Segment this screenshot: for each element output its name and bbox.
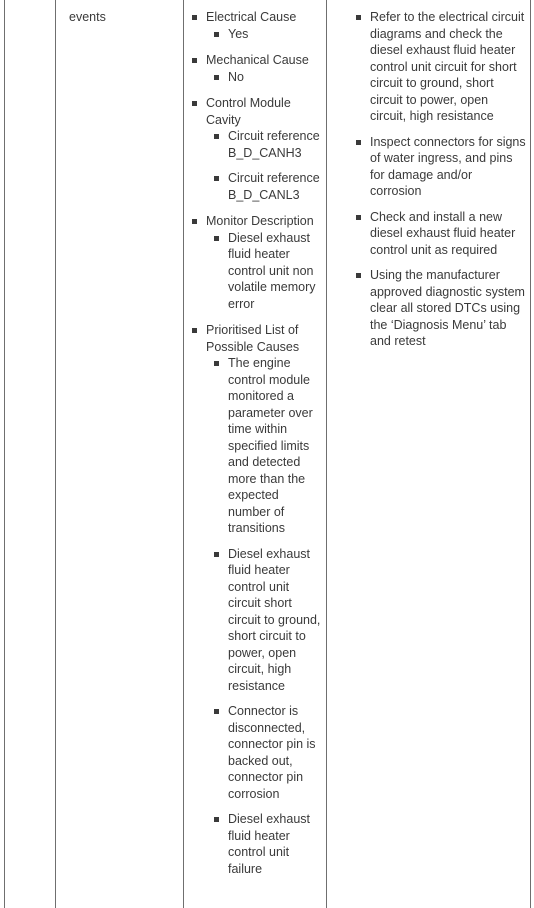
table-border-right	[530, 0, 531, 908]
bullet-icon	[356, 15, 361, 20]
bullet-icon	[192, 328, 197, 333]
action-list	[370, 9, 526, 359]
table-border-col1	[55, 0, 56, 908]
cause-label: Electrical Cause	[206, 10, 297, 24]
cause-label: Mechanical Cause	[206, 53, 309, 67]
cause-subitem	[228, 230, 322, 313]
cause-subitem	[228, 69, 322, 86]
cause-subitem	[228, 703, 322, 802]
cause-subitem	[228, 355, 322, 537]
bullet-icon	[356, 140, 361, 145]
action-item	[370, 267, 526, 350]
cause-subitem-text: Circuit reference B_D_CANL3	[228, 171, 320, 202]
bullet-icon	[192, 58, 197, 63]
bullet-icon	[214, 817, 219, 822]
table-border-col3	[326, 0, 327, 908]
cause-sublist	[228, 128, 322, 203]
cause-sublist	[228, 69, 322, 86]
dtc-description-cell: events	[69, 10, 106, 24]
cause-label: Monitor Description	[206, 214, 314, 228]
bullet-icon	[214, 75, 219, 80]
bullet-icon	[214, 176, 219, 181]
cause-subitem-text: Connector is disconnected, connector pin is backed out, connector pin corrosion	[228, 704, 316, 801]
cause-item	[206, 9, 322, 42]
bullet-icon	[214, 134, 219, 139]
cause-item	[206, 95, 322, 203]
cause-subitem-text: Diesel exhaust fluid heater control unit non volatile memory error	[228, 230, 316, 311]
action-text: Using the manufacturer approved diagnostic system clear all stored DTCs using the ‘Diagnosis Menu’ tab and retest	[370, 268, 525, 348]
cause-subitem	[228, 811, 322, 877]
cause-item	[206, 322, 322, 877]
bullet-icon	[214, 552, 219, 557]
cause-subitem	[228, 546, 322, 695]
cause-subitem	[228, 128, 322, 161]
cause-subitem-text: No	[228, 69, 244, 84]
cause-label: Prioritised List of Possible Causes	[206, 323, 300, 354]
bullet-icon	[214, 709, 219, 714]
action-text: Check and install a new diesel exhaust fluid heater control unit as required	[370, 209, 516, 257]
cause-subitem-text: The engine control module monitored a parameter over time within specified limits and detected more than the expected number of transitions	[228, 356, 313, 535]
cause-subitem	[228, 26, 322, 43]
action-text: Refer to the electrical circuit diagrams and check the diesel exhaust fluid heater control unit circuit for short circuit to ground, short circuit to power, open circuit, high resistance	[370, 10, 525, 123]
table-border-left	[4, 0, 5, 908]
cause-subitem-text: Diesel exhaust fluid heater control unit circuit short circuit to ground, short circuit to power, open circuit, high resistance	[228, 546, 321, 693]
action-item	[370, 134, 526, 200]
bullet-icon	[356, 273, 361, 278]
bullet-icon	[214, 361, 219, 366]
cause-item	[206, 213, 322, 312]
table-border-col2	[183, 0, 184, 908]
cause-subitem	[228, 170, 322, 203]
bullet-icon	[214, 32, 219, 37]
cause-item	[206, 52, 322, 85]
cause-subitem-text: Circuit reference B_D_CANH3	[228, 129, 320, 160]
bullet-icon	[214, 236, 219, 241]
cause-subitem-text: Diesel exhaust fluid heater control unit failure	[228, 812, 310, 876]
bullet-icon	[192, 101, 197, 106]
possible-causes-list	[206, 9, 322, 887]
action-item	[370, 209, 526, 259]
bullet-icon	[192, 219, 197, 224]
action-text: Inspect connectors for signs of water ingress, and pins for damage and/or corrosion	[370, 134, 526, 198]
action-item	[370, 9, 526, 125]
cause-label: Control Module Cavity	[206, 96, 291, 127]
cause-sublist	[228, 355, 322, 877]
cause-sublist	[228, 26, 322, 43]
bullet-icon	[192, 15, 197, 20]
cause-subitem-text: Yes	[228, 26, 249, 41]
bullet-icon	[356, 215, 361, 220]
cause-sublist	[228, 230, 322, 313]
